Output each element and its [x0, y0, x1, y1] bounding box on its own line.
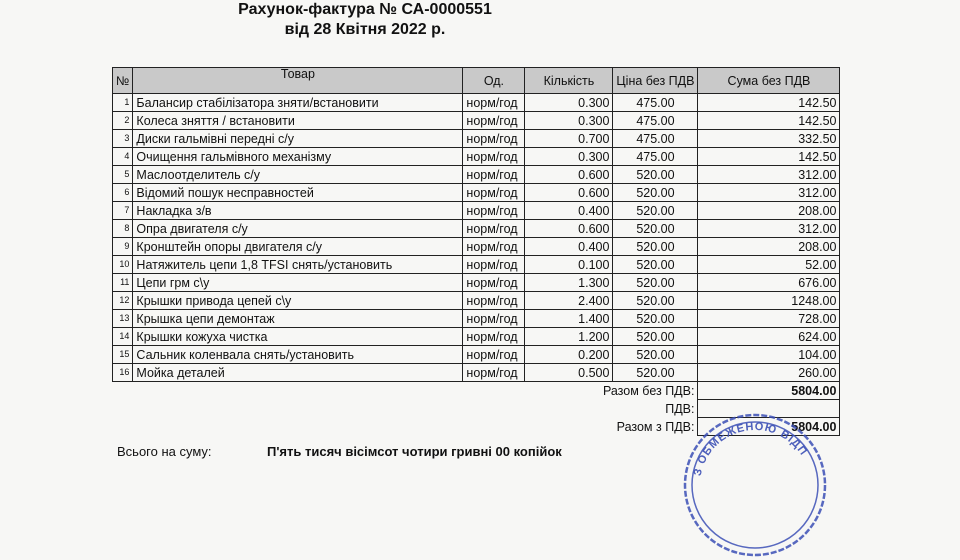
item-unit: норм/год: [463, 184, 525, 202]
header-price: Ціна без ПДВ: [613, 68, 698, 94]
item-price: 520.00: [613, 256, 698, 274]
row-number: 14: [113, 328, 133, 346]
item-unit: норм/год: [463, 166, 525, 184]
row-number: 2: [113, 112, 133, 130]
item-sum: 312.00: [698, 184, 840, 202]
item-name: Сальник коленвала снять/установить: [133, 346, 463, 364]
item-quantity: 0.600: [525, 184, 613, 202]
item-unit: норм/год: [463, 346, 525, 364]
table-row: [113, 310, 840, 328]
row-number: 9: [113, 238, 133, 256]
item-sum: 142.50: [698, 94, 840, 112]
row-number: 13: [113, 310, 133, 328]
table-row: [113, 328, 840, 346]
item-unit: норм/год: [463, 220, 525, 238]
item-quantity: 1.200: [525, 328, 613, 346]
table-row: [113, 166, 840, 184]
header-sum: Сума без ПДВ: [698, 68, 840, 94]
item-quantity: 1.300: [525, 274, 613, 292]
item-quantity: 0.300: [525, 112, 613, 130]
item-quantity: 0.400: [525, 202, 613, 220]
item-name: Маслоотделитель с/у: [133, 166, 463, 184]
item-quantity: 0.300: [525, 148, 613, 166]
row-number: 5: [113, 166, 133, 184]
item-name: Кронштейн опоры двигателя с/у: [133, 238, 463, 256]
item-sum: 142.50: [698, 148, 840, 166]
item-price: 520.00: [613, 328, 698, 346]
table-row: [113, 256, 840, 274]
item-sum: 312.00: [698, 220, 840, 238]
table-row: [113, 202, 840, 220]
stamp-text: З ОБМЕЖЕНОЮ ВІДП: [691, 420, 810, 478]
item-quantity: 0.200: [525, 346, 613, 364]
item-unit: норм/год: [463, 364, 525, 382]
item-price: 475.00: [613, 112, 698, 130]
item-sum: 728.00: [698, 310, 840, 328]
item-unit: норм/год: [463, 256, 525, 274]
total-words-label: Всього на суму:: [117, 444, 212, 459]
item-quantity: 0.100: [525, 256, 613, 274]
item-price: 520.00: [613, 238, 698, 256]
item-sum: 332.50: [698, 130, 840, 148]
item-sum: 208.00: [698, 238, 840, 256]
item-unit: норм/год: [463, 148, 525, 166]
summary-label: ПДВ:: [665, 401, 695, 416]
invoice-table: [112, 67, 840, 436]
row-number: 1: [113, 94, 133, 112]
item-quantity: 2.400: [525, 292, 613, 310]
row-number: 16: [113, 364, 133, 382]
item-name: Крышки кожуха чистка: [133, 328, 463, 346]
item-unit: норм/год: [463, 274, 525, 292]
item-quantity: 0.600: [525, 166, 613, 184]
table-row: [113, 94, 840, 112]
row-number: 8: [113, 220, 133, 238]
table-header-row: [113, 68, 840, 94]
item-name: Натяжитель цепи 1,8 TFSI снять/установить: [133, 256, 463, 274]
document-date: від 28 Квітня 2022 р.: [284, 21, 446, 38]
item-unit: норм/год: [463, 202, 525, 220]
item-sum: 142.50: [698, 112, 840, 130]
row-number: 15: [113, 346, 133, 364]
header-unit: Од.: [463, 68, 525, 94]
row-number: 7: [113, 202, 133, 220]
item-sum: 104.00: [698, 346, 840, 364]
table-row: [113, 238, 840, 256]
summary-value: 5804.00: [698, 418, 840, 436]
item-price: 475.00: [613, 130, 698, 148]
row-number: 10: [113, 256, 133, 274]
header-qty: Кількість: [525, 68, 613, 94]
table-row: [113, 112, 840, 130]
item-name: Крышка цепи демонтаж: [133, 310, 463, 328]
item-sum: 624.00: [698, 328, 840, 346]
header-name: Товар: [133, 68, 463, 94]
item-price: 520.00: [613, 202, 698, 220]
summary-row-net: [113, 382, 840, 400]
item-sum: 52.00: [698, 256, 840, 274]
item-price: 520.00: [613, 184, 698, 202]
summary-label: Разом без ПДВ:: [602, 383, 695, 398]
table-row: [113, 364, 840, 382]
row-number: 12: [113, 292, 133, 310]
item-quantity: 0.700: [525, 130, 613, 148]
table-row: [113, 274, 840, 292]
item-unit: норм/год: [463, 112, 525, 130]
item-name: Відомий пошук несправностей: [133, 184, 463, 202]
summary-label: Разом з ПДВ:: [616, 419, 695, 434]
item-price: 520.00: [613, 292, 698, 310]
item-quantity: 0.300: [525, 94, 613, 112]
item-unit: норм/год: [463, 310, 525, 328]
item-unit: норм/год: [463, 292, 525, 310]
item-quantity: 0.500: [525, 364, 613, 382]
item-price: 520.00: [613, 166, 698, 184]
item-quantity: 1.400: [525, 310, 613, 328]
table-row: [113, 346, 840, 364]
item-price: 520.00: [613, 364, 698, 382]
table-row: [113, 292, 840, 310]
item-price: 475.00: [613, 148, 698, 166]
document-title: Рахунок-фактура № СА-0000551: [238, 1, 492, 18]
item-sum: 208.00: [698, 202, 840, 220]
row-number: 11: [113, 274, 133, 292]
item-name: Крышки привода цепей с\у: [133, 292, 463, 310]
item-price: 520.00: [613, 346, 698, 364]
item-unit: норм/год: [463, 94, 525, 112]
item-quantity: 0.600: [525, 220, 613, 238]
svg-text:З ОБМЕЖЕНОЮ ВІДП: [692, 421, 810, 477]
item-price: 520.00: [613, 274, 698, 292]
item-sum: 676.00: [698, 274, 840, 292]
item-price: 475.00: [613, 94, 698, 112]
item-price: 520.00: [613, 220, 698, 238]
item-name: Диски гальмівні передні с/у: [133, 130, 463, 148]
item-sum: 260.00: [698, 364, 840, 382]
total-words-value: П'ять тисяч вісімсот чотири гривні 00 копійок: [267, 444, 562, 459]
table-row: [113, 220, 840, 238]
company-stamp: [680, 410, 830, 560]
item-unit: норм/год: [463, 130, 525, 148]
item-unit: норм/год: [463, 238, 525, 256]
row-number: 4: [113, 148, 133, 166]
item-name: Очищення гальмівного механізму: [133, 148, 463, 166]
row-number: 6: [113, 184, 133, 202]
row-number: 3: [113, 130, 133, 148]
item-price: 520.00: [613, 310, 698, 328]
item-name: Балансир стабілізатора зняти/встановити: [133, 94, 463, 112]
item-name: Опра двигателя с/у: [133, 220, 463, 238]
item-quantity: 0.400: [525, 238, 613, 256]
item-name: Колеса зняття / встановити: [133, 112, 463, 130]
header-num: №: [113, 68, 133, 94]
item-name: Накладка з/в: [133, 202, 463, 220]
item-sum: 1248.00: [698, 292, 840, 310]
summary-value: 5804.00: [698, 382, 840, 400]
item-sum: 312.00: [698, 166, 840, 184]
table-row: [113, 130, 840, 148]
item-unit: норм/год: [463, 328, 525, 346]
table-row: [113, 184, 840, 202]
table-row: [113, 148, 840, 166]
item-name: Мойка деталей: [133, 364, 463, 382]
item-name: Цепи грм с\у: [133, 274, 463, 292]
